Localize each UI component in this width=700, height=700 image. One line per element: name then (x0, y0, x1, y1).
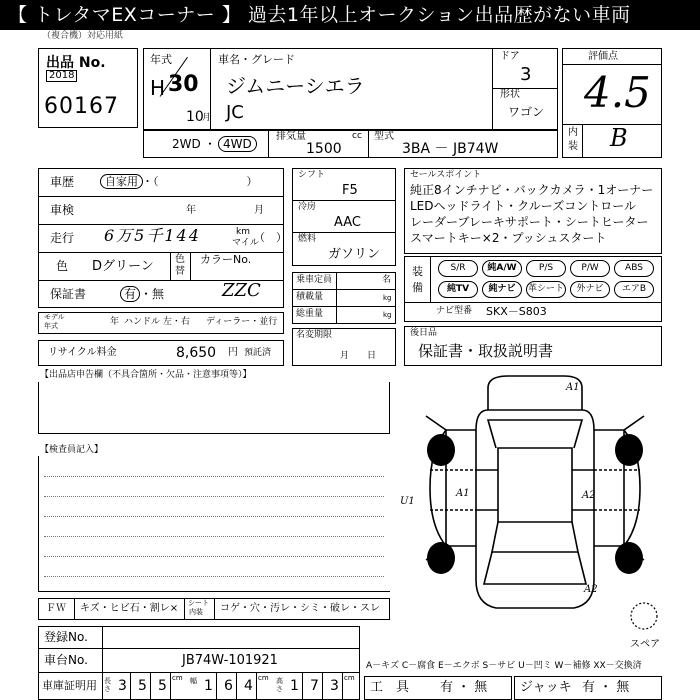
form-note: （複合機）対応用紙 (42, 31, 124, 41)
car-grade: JC (226, 102, 244, 123)
wheel-rr (615, 542, 643, 574)
seller-notes-label: 【出品店申告欄（不具合箇所・欠品・注意事項等）】 (40, 370, 252, 380)
equipment-label-1: 装 (412, 265, 423, 278)
equipment-item: S/R (438, 260, 478, 277)
history-label: 車歴 (50, 175, 75, 189)
certificate-divider (130, 672, 131, 700)
inspector-notes-label: 【検査員記入】 (40, 445, 104, 455)
certificate-digit: 1 (204, 678, 213, 694)
color-label: 色 (56, 259, 69, 273)
certificate-cm: cm (344, 674, 355, 682)
fw-items-2: コゲ・穴・汚レ・シミ・破レ・スレ (220, 603, 380, 614)
ac-label: 冷房 (298, 202, 317, 212)
fuel-value: ガソリン (328, 247, 381, 262)
color-change-1: 色 (175, 254, 185, 265)
certificate-digit: 1 (290, 678, 299, 694)
displacement-label: 排気量 (276, 131, 306, 142)
damage-mark-1: A1 (566, 382, 580, 393)
jack-label: ジャッキ (520, 680, 572, 695)
doors-value: 3 (520, 64, 532, 85)
warranty-label: 保証書 (50, 287, 87, 301)
sales-point-1: 純正8インチナビ・バックカメラ・1オーナー (410, 183, 654, 197)
model-year-label-2: 年式 (44, 322, 58, 330)
lot-year-tag: 2018 (46, 70, 77, 82)
interior-label-1: 内 (568, 127, 578, 138)
chassis-value: JB74W-101921 (182, 653, 278, 668)
score-value: 4.5 (584, 68, 651, 117)
model-year-label-1: モデル (44, 313, 65, 321)
equipment-item: P/W (570, 260, 610, 277)
mileage-km: km (236, 227, 250, 237)
car-diagram (396, 370, 700, 632)
documents-label: 後日品 (410, 328, 438, 338)
fuel-label: 燃料 (298, 234, 317, 244)
model-year-dealer: ディーラー・並行 (206, 317, 278, 327)
recycle-unit: 円 (228, 347, 238, 358)
shift-value: F5 (342, 183, 358, 198)
tools-label: 工 具 (370, 680, 410, 695)
shift-label: シフト (298, 170, 326, 180)
inspection-year-unit: 年 (186, 205, 196, 216)
roof (498, 448, 572, 522)
year-era: H (150, 76, 166, 100)
chassis-label: 車台No. (44, 653, 88, 667)
warranty-no: ・無 (140, 287, 165, 301)
recycle-label: リサイクル料金 (48, 347, 117, 358)
model-value: 3BA － JB74W (402, 141, 499, 157)
page-header: 【 トレタマEXコーナー 】 過去1年以上オークション出品歴がない車両 (0, 0, 700, 30)
certificate-dim-label: 長さ (104, 677, 111, 693)
mileage-mile: マイル (232, 238, 259, 248)
spare-tire (631, 603, 657, 629)
wheel-fl (427, 434, 455, 466)
lot-label: 出品 No. (46, 55, 106, 71)
drive-4wd-selected: 4WD (218, 136, 257, 152)
fw-items: キズ・ヒビ石・割レ× (80, 603, 179, 614)
equipment-item: 純TV (438, 281, 478, 298)
fw-seat-2: 内装 (189, 608, 203, 616)
equipment-item: ABS (614, 260, 654, 277)
history-selected: 自家用 (100, 174, 143, 189)
fw-seat-1: シート (188, 599, 209, 607)
damage-mark-3: U1 (400, 496, 415, 507)
equipment-item: 外ナビ (570, 281, 610, 298)
certificate-cm: cm (172, 674, 183, 682)
equipment-item: 純A/W (482, 260, 522, 277)
equipment-item: P/S (526, 260, 566, 277)
warranty-yes-selected: 有 (120, 286, 140, 302)
reg-change-unit: 月日 (340, 351, 395, 361)
wheel-rl (427, 542, 455, 574)
certificate-digit: 5 (138, 678, 147, 694)
color-value: Dグリーン (92, 259, 154, 274)
certificate-divider (322, 672, 323, 700)
color-no-value: ZZC (222, 280, 261, 301)
model-year-unit: 年 (110, 317, 120, 327)
damage-legend: A－キズ C－腐食 E－エクボ S－サビ U－凹ミ W－補修 XX－交換済 (366, 661, 642, 671)
tools-value: 有 ・ 無 (440, 680, 488, 695)
car-label: 車名・グレード (218, 53, 295, 66)
certificate-divider (170, 672, 171, 700)
damage-mark-4: A2 (582, 490, 596, 501)
capacity-label: 乗車定員 (296, 275, 333, 285)
drive-sep: ・ (204, 137, 217, 151)
certificate-digit: 4 (244, 678, 253, 694)
certificate-digit: 5 (158, 678, 167, 694)
year-value: 30 (168, 72, 199, 97)
shape-value: ワゴン (508, 105, 545, 119)
certificate-dim-label: 高さ (276, 677, 283, 693)
lot-number: 60167 (44, 94, 119, 119)
year-month-unit: 月 (202, 113, 212, 123)
navi-label: ナビ型番 (436, 306, 473, 316)
displacement-value: 1500 (306, 141, 342, 157)
inspection-label: 車検 (50, 203, 75, 217)
sales-points-label: セールスポイント (410, 170, 482, 180)
wheel-fr (615, 434, 643, 466)
car-name: ジムニーシエラ (226, 74, 365, 98)
certificate-divider (216, 672, 217, 700)
capacity-unit: 名 (382, 275, 392, 285)
certificate-label: 車庫証明用 (42, 679, 97, 692)
model-year-handle: ハンドル 左・右 (124, 317, 190, 327)
certificate-divider (342, 672, 343, 700)
jack-value: 有 ・ 無 (582, 680, 630, 695)
sales-point-4: スマートキー×2・プッシュスタート (410, 231, 607, 245)
color-change-2: 替 (175, 266, 185, 277)
certificate-dim-label: 幅 (190, 677, 197, 685)
mileage-paren: （ ） (254, 231, 287, 244)
recycle-note: 預託済 (244, 348, 272, 358)
certificate-divider (256, 672, 257, 700)
certificate-divider (236, 672, 237, 700)
mileage-label: 走行 (50, 231, 75, 245)
equipment-item: 純ナビ (482, 281, 522, 298)
interior-label-2: 装 (568, 141, 578, 152)
score-label: 評価点 (588, 51, 618, 62)
year-label: 年式 (150, 53, 172, 66)
equipment-item: 革シート (526, 281, 566, 298)
sales-point-2: LEDヘッドライト・クルーズコントロール (410, 199, 636, 213)
certificate-digit: 6 (224, 678, 233, 694)
certificate-digit: 3 (118, 678, 127, 694)
year-month: 10 (186, 109, 204, 125)
sales-point-3: レーダーブレーキサポート・シートヒーター (410, 215, 649, 229)
drive-2wd: 2WD (172, 137, 201, 151)
damage-mark-2: A1 (456, 488, 470, 499)
navi-model: SKX－S803 (486, 305, 547, 318)
certificate-divider (302, 672, 303, 700)
gross-unit: kg (383, 311, 392, 319)
inspection-month-unit: 月 (254, 205, 264, 216)
car-outline (476, 376, 594, 608)
mileage-value: 6万5千144 (104, 226, 201, 245)
ac-value: AAC (334, 215, 361, 230)
rear-window (492, 522, 578, 552)
equipment-item: エアB (614, 281, 654, 298)
shape-label: 形状 (500, 89, 520, 100)
equipment-label-2: 備 (412, 281, 423, 294)
gross-label: 総重量 (296, 309, 324, 319)
recycle-value: 8,650 (176, 345, 217, 361)
documents-value: 保証書・取扱説明書 (418, 342, 554, 360)
reg-change-label: 名変期限 (296, 330, 333, 340)
load-unit: kg (383, 294, 392, 302)
registration-no-label: 登録No. (44, 630, 88, 644)
seller-notes-area (38, 382, 390, 434)
windshield (488, 420, 582, 448)
interior-value: B (610, 124, 628, 152)
model-label: 型式 (374, 131, 394, 142)
certificate-cm: cm (258, 674, 269, 682)
certificate-digit: 7 (310, 678, 319, 694)
certificate-divider (150, 672, 151, 700)
displacement-unit: cc (352, 131, 362, 141)
fw-label: ＦＷ (46, 603, 66, 614)
load-label: 積載量 (296, 292, 324, 302)
history-rest: ・（ ） (142, 175, 258, 188)
damage-mark-5: A2 (584, 584, 598, 595)
color-no-label: カラーNo. (200, 253, 252, 266)
certificate-digit: 3 (330, 678, 339, 694)
spare-label: スペア (630, 639, 660, 650)
doors-label: ドア (500, 51, 520, 62)
